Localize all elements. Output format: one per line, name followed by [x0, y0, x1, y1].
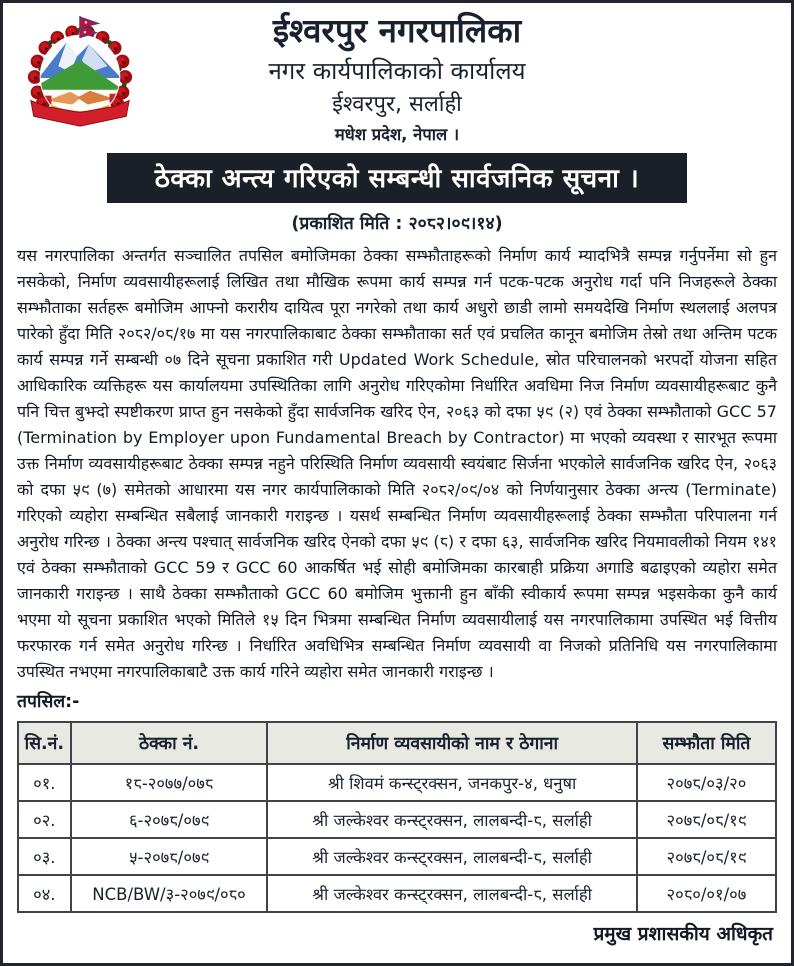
- signatory-title: प्रमुख प्रशासकीय अधिकृत: [593, 923, 773, 945]
- column-header-serial: सि.नं.: [18, 722, 71, 764]
- nepal-coat-of-arms-icon: [21, 14, 139, 138]
- contractor-cell: श्री जल्केश्वर कन्स्ट्रक्सन, लालबन्दी-८, सर्लाही: [267, 875, 637, 912]
- column-header-contractor: निर्माण व्यवसायीको नाम र ठेगाना: [267, 722, 637, 764]
- serial-cell: ०४.: [18, 875, 71, 912]
- notice-body: यस नगरपालिका अन्तर्गत सञ्चालित तपसिल बमोजिमका ठेक्का सम्झौताहरूको निर्माण कार्य म्यादभित्रै सम्पन्न गर्नुपर्नेमा सो हुन नसकेको, निर्माण व्यवसायीहरूलाई लिखित तथा मौखिक रूपमा कार्य सम्पन्न गर्न पटक-पटक अनुरोध गर्दा पनि निजहरूले ठेक्का सम्झौताका सर्तहरू बमोजिम आफ्नो करारीय दायित्व पूरा नगरेको तथा कार्य अधुरो छाडी लामो समयदेखि निर्माण स्थललाई अलपत्र पारेको हुँदा मिति २०८२/०८/१७ मा यस नगरपालिकाबाट ठेक्का सम्झौताका सर्त एवं प्रचलित कानून बमोजिम तेस्रो तथा अन्तिम पटक कार्य सम्पन्न गर्ने सम्बन्धी ०७ दिने सूचना प्रकाशित गरी Updated Work Schedule, स्रोत परिचालनको भरपर्दो योजना सहित आधिकारिक व्यक्तिहरू यस कार्यालयमा उपस्थितिका लागि अनुरोध गरिएकोमा निर्धारित अवधिमा निज निर्माण व्यवसायीहरूबाट कुनै पनि चित्त बुझ्दो स्पष्टीकरण प्राप्त हुन नसकेको हुँदा सार्वजनिक खरिद ऐन, २०६३ को दफा ५९ (२) एवं ठेक्का सम्झौताको GCC 57 (Termination by Employer upon Fundamental Breach by Contractor) मा भएको व्यवस्था र सारभूत रूपमा उक्त निर्माण व्यवसायीहरूबाट ठेक्का सम्पन्न नहुने परिस्थिति निर्माण व्यवसायी स्वयंबाट सिर्जना भएकोले सार्वजनिक खरिद ऐन, २०६३ को दफा ५९ (७) समेतको आधारमा यस नगर कार्यपालिकाको मिति २०८२/०९/०४ को निर्णयानुसार ठेक्का अन्त्य (Terminate) गरिएको व्यहोरा सम्बन्धित सबैलाई जानकारी गराइन्छ । यसर्थ सम्बन्धित निर्माण व्यवसायीहरूलाई ठेक्का सम्झौता परिपालना गर्न अनुरोध गरिन्छ । ठेक्का अन्त्य पश्चात् सार्वजनिक खरिद ऐनको दफा ५९ (८) र दफा ६३, सार्वजनिक खरिद नियमावलीको नियम १४१ एवं ठेक्का सम्झौताको GCC 59 र GCC 60 आकर्षित भई सोही बमोजिमका कारबाही प्रक्रिया अगाडि बढाइएको व्यहोरा समेत जानकारी गराइन्छ । साथै ठेक्का सम्झौताको GCC 60 बमोजिम भुक्तानी हुन बाँकी स्वीकार्य रूपमा सम्पन्न भइसकेका कुनै कार्य भएमा यो सूचना प्रकाशित भएको मितिले १५ दिन भित्रमा सम्बन्धित निर्माण व्यवसायीलाई यस नगरपालिकामा उपस्थित भई वित्तीय फरफारक गर्न समेत अनुरोध गरिन्छ । निर्धारित अवधिभित्र सम्बन्धित निर्माण व्यवसायी वा निजको प्रतिनिधि यस नगरपालिकामा उपस्थित नभएमा नगरपालिकाबाटै उक्त कार्य गरिने व्यहोरा समेत जानकारी गराइन्छ ।: [17, 246, 777, 681]
- contractor-cell: श्री जल्केश्वर कन्स्ट्रक्सन, लालबन्दी-८, सर्लाही: [267, 801, 637, 838]
- contractor-cell: श्री जल्केश्वर कन्स्ट्रक्सन, लालबन्दी-८, सर्लाही: [267, 838, 637, 875]
- contract-no-cell: ६-२०७८/०७९: [71, 801, 268, 838]
- table-row: [18, 764, 776, 801]
- agreement-date-cell: २०८०/०१/०७: [637, 875, 776, 912]
- serial-cell: ०१.: [18, 764, 71, 801]
- office-name: नगर कार्यपालिकाको कार्यालय: [268, 57, 526, 85]
- contract-no-cell: NCB/BW/३-२०७९/०८०: [71, 875, 268, 912]
- agreement-date-cell: २०७८/०८/१९: [637, 838, 776, 875]
- contract-no-cell: १८-२०७७/०७८: [71, 764, 268, 801]
- serial-cell: ०३.: [18, 838, 71, 875]
- province-line: मधेश प्रदेश, नेपाल ।: [334, 125, 460, 144]
- column-header-contract-no: ठेक्का नं.: [71, 722, 268, 764]
- agreement-date-cell: २०७८/०३/२०: [637, 764, 776, 801]
- table-row: [18, 838, 776, 875]
- column-header-agreement-date: सम्झौता मिति: [637, 722, 776, 764]
- office-location: ईश्वरपुर, सर्लाही: [332, 92, 462, 117]
- schedule-label: तपसिल:-: [17, 692, 80, 712]
- table-row: [18, 801, 776, 838]
- notice-title-bar: [107, 153, 687, 203]
- contract-schedule-table: [17, 721, 777, 913]
- contractor-cell: श्री शिवमं कन्स्ट्रक्सन, जनकपुर-४, धनुषा: [267, 764, 637, 801]
- serial-cell: ०२.: [18, 801, 71, 838]
- table-row: [18, 875, 776, 912]
- table-header-row: [18, 722, 776, 764]
- municipality-name: ईश्वरपुर नगरपालिका: [272, 11, 522, 50]
- published-date: (प्रकाशित मिति : २०८२।०९।१४): [291, 214, 503, 234]
- agreement-date-cell: २०७८/०८/१९: [637, 801, 776, 838]
- contract-no-cell: ५-२०७८/०७९: [71, 838, 268, 875]
- letterhead: [17, 12, 777, 145]
- notice-title: ठेक्का अन्त्य गरिएको सम्बन्धी सार्वजनिक सूचना ।: [154, 164, 640, 194]
